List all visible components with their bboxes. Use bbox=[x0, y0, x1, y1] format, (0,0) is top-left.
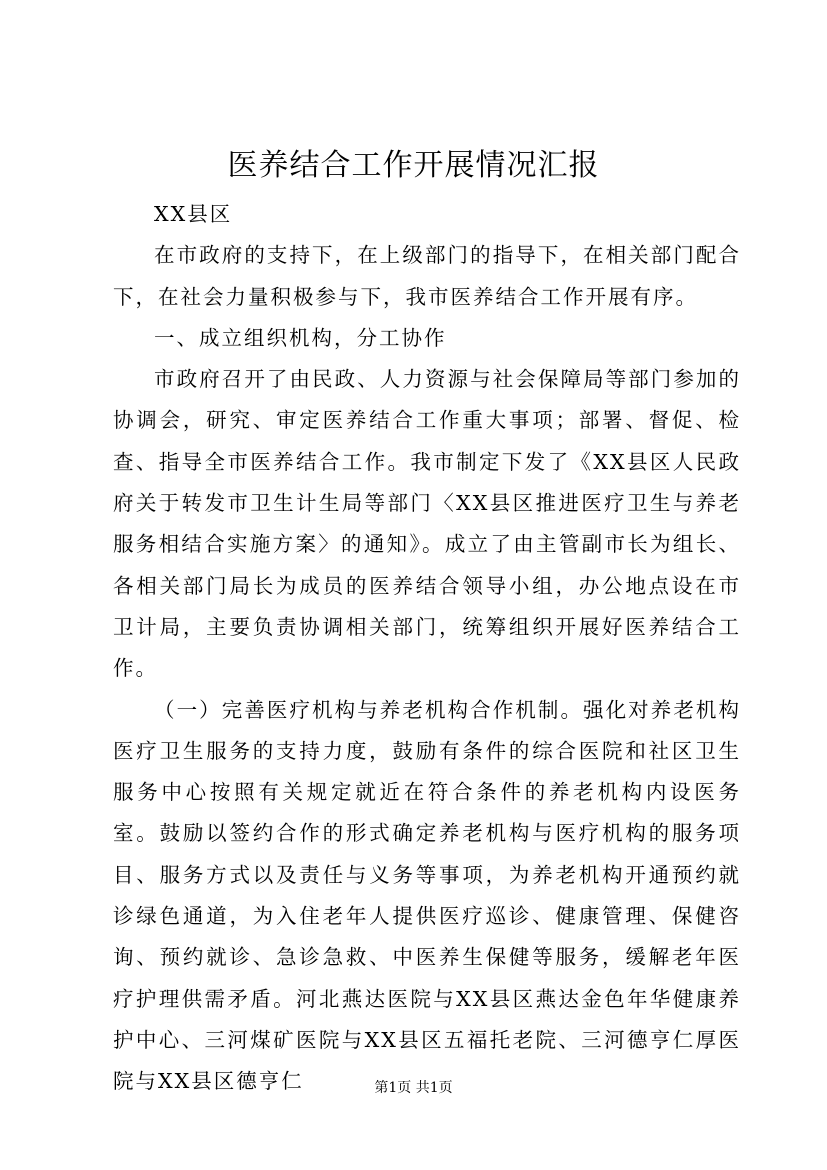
paragraph-intro: 在市政府的支持下，在上级部门的指导下，在相关部门配合下，在社会力量积极参与下，我市医养结合工作开展有序。 bbox=[113, 243, 741, 309]
paragraph-cooperation: （一）完善医疗机构与养老机构合作机制。强化对养老机构医疗卫生服务的支持力度，鼓励有条件的综合医院和社区卫生服务中心按照有关规定就近在符合条件的养老机构内设医务室。鼓励以签约合作的形式确定养老机构与医疗机构的服务项目、服务方式以及责任与义务等事项，为养老机构开通预约就诊绿色通道，为入住老年人提供医疗巡诊、健康管理、保健咨询、预约就诊、急诊急救、中医养生保健等服务，缓解老年医疗护理供需矛盾。河北燕达医院与XX县区燕达金色年华健康养护中心、三河煤矿医院与XX县区五福托老院、三河德亨仁厚医院与XX县区德亨仁 bbox=[113, 697, 741, 1094]
document-title: 医养结合工作开展情况汇报 bbox=[227, 148, 600, 183]
paragraph-district: XX县区 bbox=[154, 202, 233, 226]
document-body bbox=[113, 194, 741, 1103]
section-heading: 一、成立组织机构，分工协作 bbox=[154, 325, 447, 350]
paragraph-organization: 市政府召开了由民政、人力资源与社会保障局等部门参加的协调会，研究、审定医养结合工作重大事项；部署、督促、检查、指导全市医养结合工作。我市制定下发了《XX县区人民政府关于转发市卫生计生局等部门〈XX县区推进医疗卫生与养老服务相结合实施方案〉的通知》。成立了由主管副市长为组长、各相关部门局长为成员的医养结合领导小组，办公地点设在市卫计局，主要负责协调相关部门，统筹组织开展好医养结合工作。 bbox=[113, 367, 741, 681]
page-footer: 第1页 共1页 bbox=[374, 1080, 453, 1096]
